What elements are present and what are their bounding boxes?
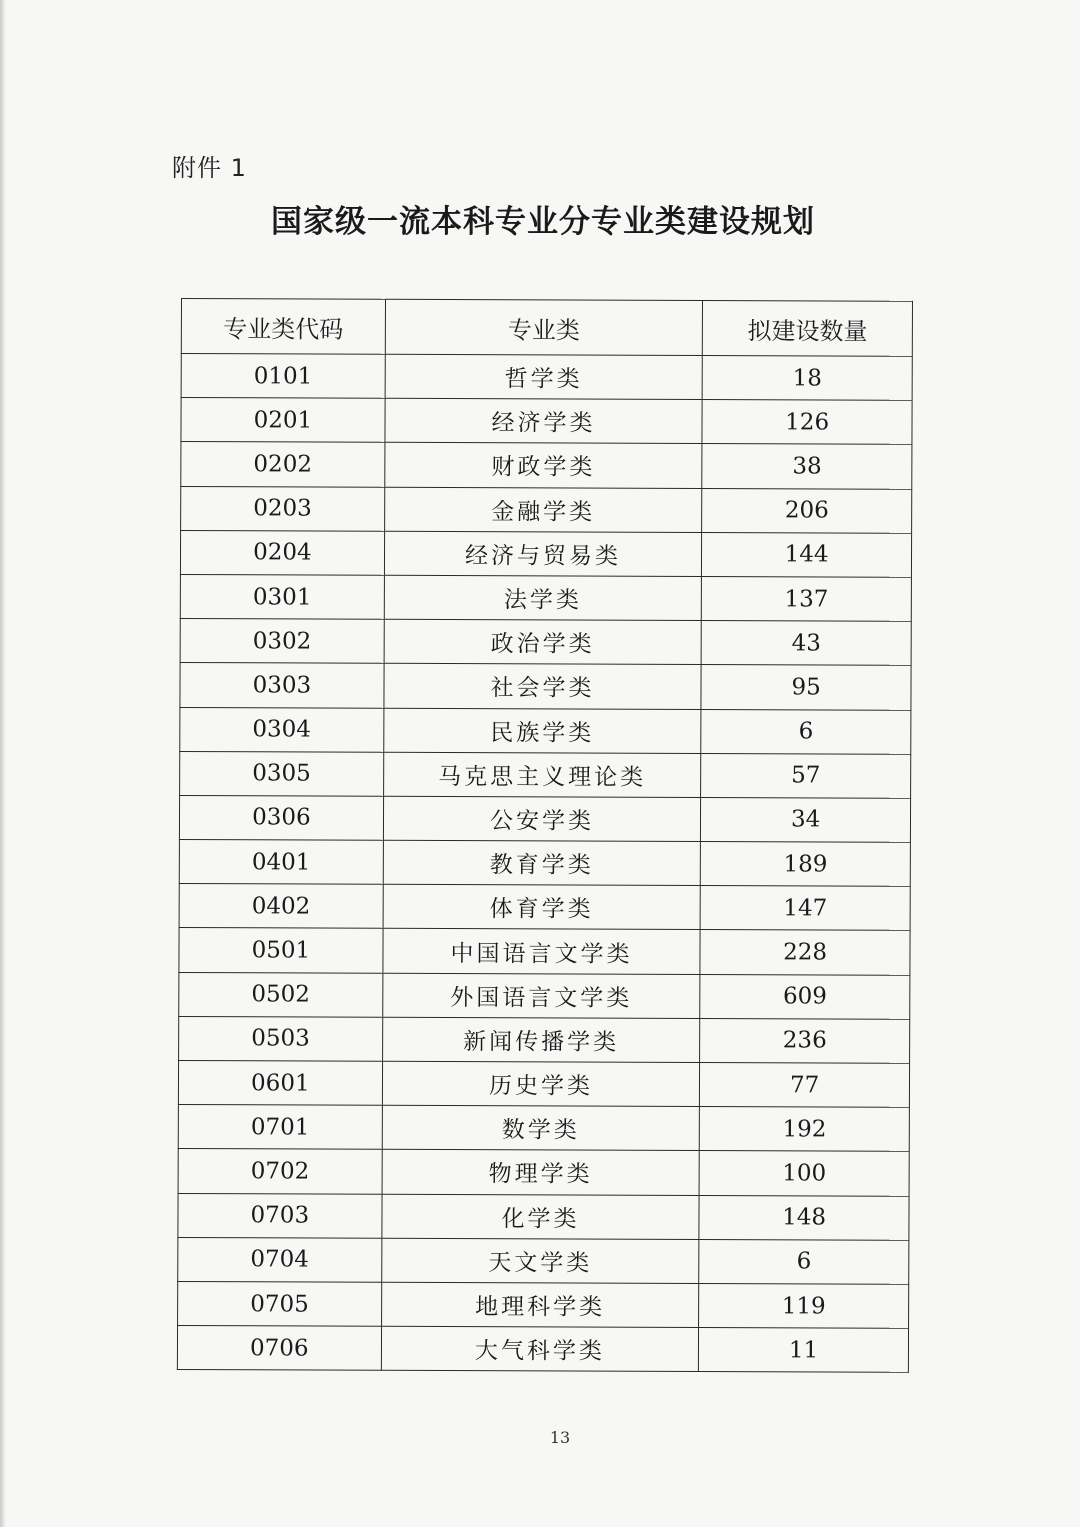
page-title: 国家级一流本科专业分专业类建设规划 <box>271 204 815 240</box>
cell-category: 经济学类 <box>385 398 703 443</box>
cell-code: 0305 <box>180 751 384 796</box>
cell-count: 126 <box>702 400 912 445</box>
table-row <box>179 795 910 842</box>
table-row <box>178 1281 909 1328</box>
cell-category: 新闻传播学类 <box>382 1017 700 1062</box>
cell-code: 0502 <box>179 972 383 1017</box>
cell-count: 95 <box>701 665 911 710</box>
plan-table <box>177 298 913 1373</box>
cell-count: 147 <box>700 886 910 931</box>
table-row <box>179 884 910 931</box>
cell-code: 0301 <box>180 574 384 619</box>
cell-count: 236 <box>700 1018 910 1063</box>
attachment-label: 附件 1 <box>172 154 247 182</box>
table-row <box>180 751 911 798</box>
cell-count: 34 <box>701 797 911 842</box>
cell-category: 经济与贸易类 <box>384 531 702 576</box>
cell-category: 公安学类 <box>383 796 701 841</box>
cell-category: 外国语言文学类 <box>382 973 700 1018</box>
cell-count: 137 <box>702 576 912 621</box>
cell-category: 化学类 <box>382 1194 700 1239</box>
cell-count: 100 <box>699 1151 909 1196</box>
cell-code: 0302 <box>180 619 384 664</box>
table-row <box>181 398 912 445</box>
cell-code: 0503 <box>179 1016 383 1061</box>
cell-code: 0303 <box>180 663 384 708</box>
table-body <box>177 354 912 1373</box>
table-row <box>181 442 912 489</box>
table-row <box>180 530 911 577</box>
cell-category: 中国语言文学类 <box>383 929 701 974</box>
table-row <box>179 1016 910 1063</box>
cell-code: 0701 <box>178 1105 382 1150</box>
header-code: 专业类代码 <box>181 299 385 355</box>
cell-code: 0401 <box>179 840 383 885</box>
cell-category: 民族学类 <box>384 708 702 753</box>
cell-code: 0201 <box>181 398 385 443</box>
cell-category: 大气科学类 <box>381 1326 699 1371</box>
cell-category: 财政学类 <box>385 443 703 488</box>
cell-code: 0705 <box>178 1281 382 1326</box>
cell-count: 148 <box>699 1195 909 1240</box>
cell-count: 6 <box>701 709 911 754</box>
table-row <box>180 619 911 666</box>
cell-count: 189 <box>700 842 910 887</box>
table-row <box>178 1237 909 1284</box>
table-row <box>179 972 910 1019</box>
table-row <box>181 486 912 533</box>
cell-count: 119 <box>699 1283 909 1328</box>
cell-category: 物理学类 <box>382 1150 700 1195</box>
cell-category: 体育学类 <box>383 885 701 930</box>
cell-code: 0501 <box>179 928 383 973</box>
cell-code: 0402 <box>179 884 383 929</box>
cell-count: 11 <box>699 1328 909 1373</box>
cell-count: 144 <box>702 532 912 577</box>
cell-count: 206 <box>702 488 912 533</box>
cell-category: 教育学类 <box>383 840 701 885</box>
table-row <box>178 1105 909 1152</box>
cell-count: 38 <box>702 444 912 489</box>
cell-category: 马克思主义理论类 <box>383 752 701 797</box>
cell-code: 0304 <box>180 707 384 752</box>
cell-count: 192 <box>699 1107 909 1152</box>
table-row <box>181 354 912 401</box>
cell-count: 77 <box>700 1062 910 1107</box>
cell-count: 609 <box>700 974 910 1019</box>
table-row <box>180 707 911 754</box>
cell-code: 0706 <box>177 1326 381 1371</box>
cell-count: 18 <box>702 356 912 401</box>
table-row <box>180 663 911 710</box>
cell-category: 历史学类 <box>382 1061 700 1106</box>
header-category: 专业类 <box>385 299 703 355</box>
scan-edge-shadow <box>0 0 6 1527</box>
table-row <box>178 1193 909 1240</box>
cell-category: 哲学类 <box>385 354 703 399</box>
cell-code: 0101 <box>181 354 385 399</box>
cell-code: 0204 <box>180 530 384 575</box>
cell-code: 0704 <box>178 1237 382 1282</box>
cell-code: 0202 <box>181 442 385 487</box>
cell-code: 0703 <box>178 1193 382 1238</box>
cell-code: 0601 <box>178 1060 382 1105</box>
cell-category: 社会学类 <box>384 664 702 709</box>
header-count: 拟建设数量 <box>703 301 913 357</box>
table-row <box>179 928 910 975</box>
cell-count: 228 <box>700 930 910 975</box>
table-row <box>178 1149 909 1196</box>
cell-code: 0306 <box>179 795 383 840</box>
cell-category: 金融学类 <box>384 487 702 532</box>
cell-category: 数学类 <box>382 1105 700 1150</box>
table-row <box>178 1060 909 1107</box>
cell-category: 法学类 <box>384 575 702 620</box>
table-row <box>177 1326 908 1373</box>
cell-category: 天文学类 <box>381 1238 699 1283</box>
cell-count: 6 <box>699 1239 909 1284</box>
cell-category: 政治学类 <box>384 619 702 664</box>
cell-count: 43 <box>701 621 911 666</box>
table-header-row <box>181 299 912 357</box>
cell-code: 0702 <box>178 1149 382 1194</box>
cell-category: 地理科学类 <box>381 1282 699 1327</box>
table-row <box>180 574 911 621</box>
cell-code: 0203 <box>181 486 385 531</box>
table-row <box>179 840 910 887</box>
page-number: 13 <box>549 1428 571 1447</box>
cell-count: 57 <box>701 753 911 798</box>
